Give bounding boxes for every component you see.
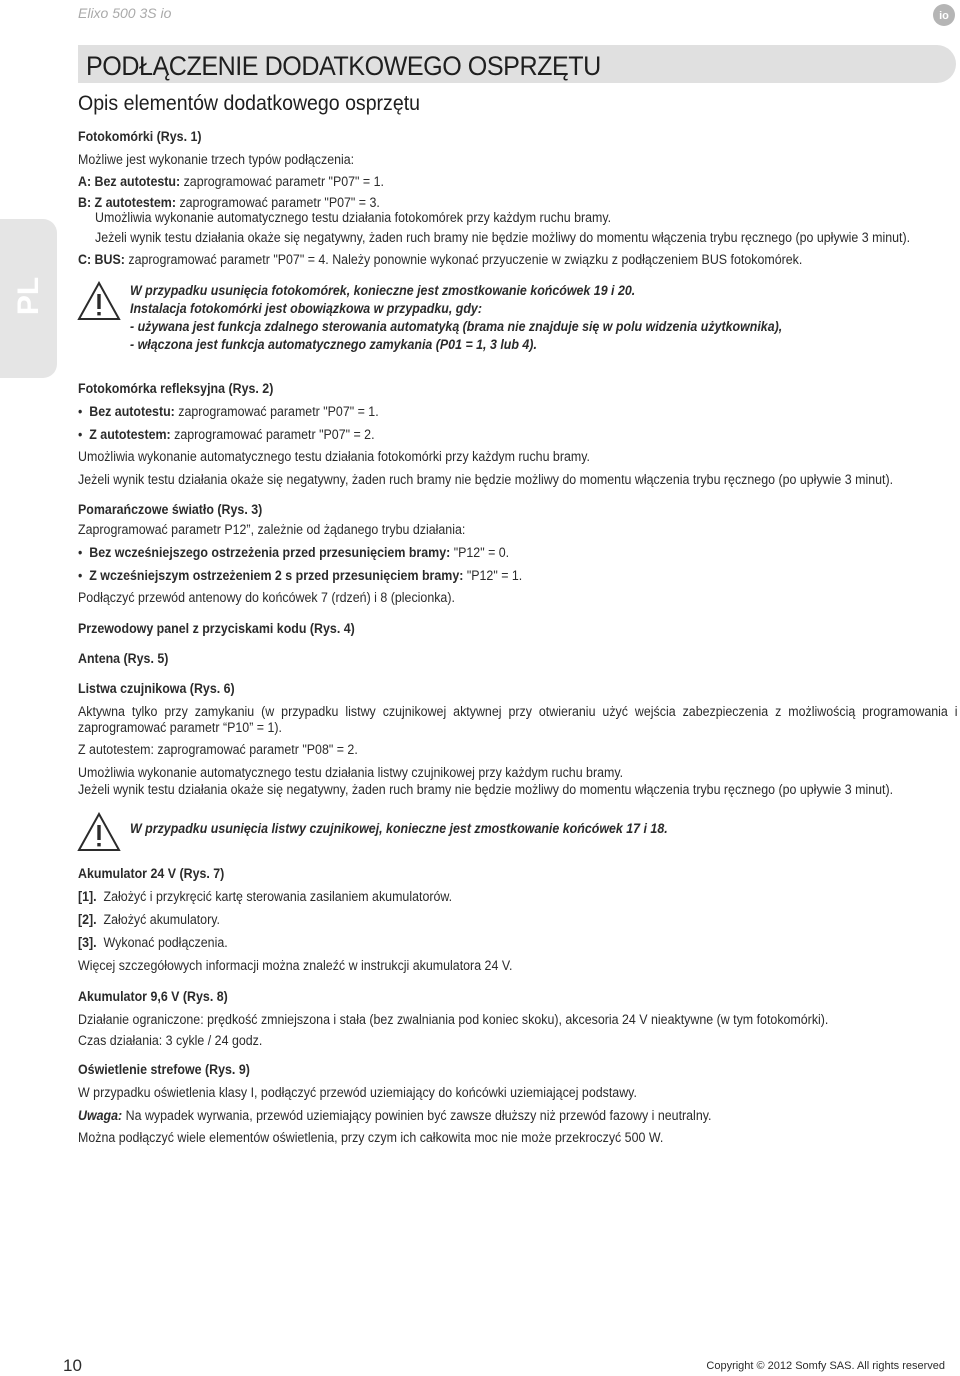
lighting-line-1: W przypadku oświetlenia klasy I, podłączyć przewód uziemiający do końcówki uziemiającej podstawy. xyxy=(78,1085,637,1100)
warning-photocells-2: Instalacja fotokomórki jest obowiązkowa w przypadku, gdy: xyxy=(130,301,482,316)
option-a-text: zaprogramować parametr "P07" = 1. xyxy=(180,174,384,189)
page-title: PODŁĄCZENIE DODATKOWEGO OSPRZĘTU xyxy=(86,51,601,81)
warning-safety-edge: W przypadku usunięcia listwy czujnikowej, konieczne jest zmostkowanie końcówek 17 i 18. xyxy=(130,821,668,836)
battery-9v-line-1: Działanie ograniczone: prędkość zmniejszona i stała (bez zwalniania pod koniec skoku), akcesoria 24 V nieaktywne (w tym fotokomórki). xyxy=(78,1012,829,1027)
heading-safety-edge: Listwa czujnikowa (Rys. 6) xyxy=(78,681,235,696)
lighting-note xyxy=(78,1108,711,1124)
option-a-label: A: Bez autotestu: xyxy=(78,174,181,189)
reflex-bullet-2-text: zaprogramować parametr "P07" = 2. xyxy=(170,427,375,442)
reflex-line-2: Jeżeli wynik testu działania okaże się negatywny, żaden ruch bramy nie będzie możliwy do momentu włączenia trybu ręcznego (po upływie 3 minut). xyxy=(78,472,894,487)
io-logo-icon xyxy=(931,3,957,29)
note-label: Uwaga: xyxy=(78,1108,123,1123)
safety-edge-line-1: Z autotestem: zaprogramować parametr "P08" = 2. xyxy=(78,742,358,757)
bullet: • xyxy=(78,545,90,560)
copyright: Copyright © 2012 Somfy SAS. All rights reserved xyxy=(706,1360,945,1372)
warning-photocells-4: - włączona jest funkcja automatycznego zamykania (P01 = 1, 3 lub 4). xyxy=(130,337,537,352)
heading-battery-9v: Akumulator 9,6 V (Rys. 8) xyxy=(78,989,228,1004)
note-text: Na wypadek wyrwania, przewód uziemiający powinien być zawsze dłuższy niż przewód fazowy i neutralny. xyxy=(122,1108,712,1123)
option-b-text: zaprogramować parametr "P07" = 3. xyxy=(175,195,380,210)
heading-reflex-photocell: Fotokomórka refleksyjna (Rys. 2) xyxy=(78,381,274,396)
battery-step-2 xyxy=(78,912,220,928)
safety-edge-paragraph: Aktywna tylko przy zamykaniu (w przypadku listwy czujnikowej aktywnej przy otwieraniu użyć wejścia zabezpieczenia z możliwością programowania i zaprogramować parametr “P10” = 1). xyxy=(78,704,958,735)
orange-light-intro: Zaprogramować parametr P12”, zależnie od żądanego trybu działania: xyxy=(78,522,466,537)
warning-icon xyxy=(77,812,121,852)
orange-bullet-1-label: Bez wcześniejszego ostrzeżenia przed przesunięciem bramy: xyxy=(89,545,451,560)
option-b-label: B: Z autotestem: xyxy=(78,195,176,210)
reflex-bullet-1-text: zaprogramować parametr "P07" = 1. xyxy=(174,404,379,419)
bullet: • xyxy=(78,568,90,583)
option-b xyxy=(78,195,380,211)
language-tab xyxy=(0,219,57,378)
reflex-bullet-1-label: Bez autotestu: xyxy=(89,404,175,419)
battery-9v-line-2: Czas działania: 3 cykle / 24 godz. xyxy=(78,1033,263,1048)
section-subtitle: Opis elementów dodatkowego osprzętu xyxy=(78,92,420,115)
heading-antenna: Antena (Rys. 5) xyxy=(78,651,169,666)
step-3-label: [3]. xyxy=(78,935,97,950)
battery-24v-line: Więcej szczegółowych informacji można znaleźć w instrukcji akumulatora 24 V. xyxy=(78,958,513,973)
reflex-bullet-2 xyxy=(78,427,375,443)
orange-bullet-2 xyxy=(78,568,522,584)
title-bar xyxy=(78,45,956,83)
step-1-text: Założyć i przykręcić kartę sterowania zasilaniem akumulatorów. xyxy=(103,889,453,904)
option-c-text: zaprogramować parametr "P07" = 4. Należy ponownie wykonać przyuczenie w związku z podłączeniem BUS fotokomórek. xyxy=(124,252,803,267)
bullet: • xyxy=(78,427,90,442)
orange-bullet-2-text: "P12" = 1. xyxy=(463,568,523,583)
warning-photocells-3: - używana jest funkcja zdalnego sterowania automatyką (brama nie znajduje się w polu widzenia użytkownika), xyxy=(130,319,783,334)
page-number: 10 xyxy=(63,1356,82,1375)
heading-zone-lighting: Oświetlenie strefowe (Rys. 9) xyxy=(78,1062,250,1077)
step-2-label: [2]. xyxy=(78,912,97,927)
orange-bullet-2-label: Z wcześniejszym ostrzeżeniem 2 s przed przesunięciem bramy: xyxy=(89,568,464,583)
lighting-line-3: Można podłączyć wiele elementów oświetlenia, przy czym ich całkowita moc nie może przekroczyć 500 W. xyxy=(78,1130,664,1145)
heading-orange-light: Pomarańczowe światło (Rys. 3) xyxy=(78,502,263,517)
reflex-line-1: Umożliwia wykonanie automatycznego testu działania fotokomórki przy każdym ruchu bramy. xyxy=(78,449,590,464)
heading-battery-24v: Akumulator 24 V (Rys. 7) xyxy=(78,866,225,881)
battery-step-3 xyxy=(78,935,228,951)
option-c xyxy=(78,252,802,268)
reflex-bullet-1 xyxy=(78,404,379,420)
option-b-line2: Umożliwia wykonanie automatycznego testu działania fotokomórek przy każdym ruchu bramy. xyxy=(95,210,612,225)
option-c-label: C: BUS: xyxy=(78,252,125,267)
bullet: • xyxy=(78,404,90,419)
step-2-text: Założyć akumulatory. xyxy=(103,912,220,927)
battery-step-1 xyxy=(78,889,452,905)
heading-keypad: Przewodowy panel z przyciskami kodu (Rys. 4) xyxy=(78,621,355,636)
photocells-intro: Możliwe jest wykonanie trzech typów podłączenia: xyxy=(78,152,355,167)
safety-edge-line-2: Umożliwia wykonanie automatycznego testu działania listwy czujnikowej przy każdym ruchu bramy. xyxy=(78,765,624,780)
heading-photocells: Fotokomórki (Rys. 1) xyxy=(78,129,202,144)
warning-icon xyxy=(77,281,121,321)
orange-bullet-1-text: "P12" = 0. xyxy=(450,545,510,560)
svg-text:io: io xyxy=(939,10,949,22)
warning-photocells-1: W przypadku usunięcia fotokomórek, konieczne jest zmostkowanie końcówek 19 i 20. xyxy=(130,283,636,298)
product-name: Elixo 500 3S io xyxy=(78,5,172,21)
orange-bullet-1 xyxy=(78,545,509,561)
reflex-bullet-2-label: Z autotestem: xyxy=(89,427,171,442)
language-label: PL xyxy=(12,276,45,316)
step-3-text: Wykonać podłączenia. xyxy=(103,935,228,950)
option-a xyxy=(78,174,384,190)
option-b-line3: Jeżeli wynik testu działania okaże się negatywny, żaden ruch bramy nie będzie możliwy do momentu włączenia trybu ręcznego (po upływie 3 minut). xyxy=(95,230,911,245)
orange-light-line: Podłączyć przewód antenowy do końcówek 7 (rdzeń) i 8 (plecionka). xyxy=(78,590,455,605)
safety-edge-line-3: Jeżeli wynik testu działania okaże się negatywny, żaden ruch bramy nie będzie możliwy do momentu włączenia trybu ręcznego (po upływie 3 minut). xyxy=(78,782,894,797)
step-1-label: [1]. xyxy=(78,889,97,904)
